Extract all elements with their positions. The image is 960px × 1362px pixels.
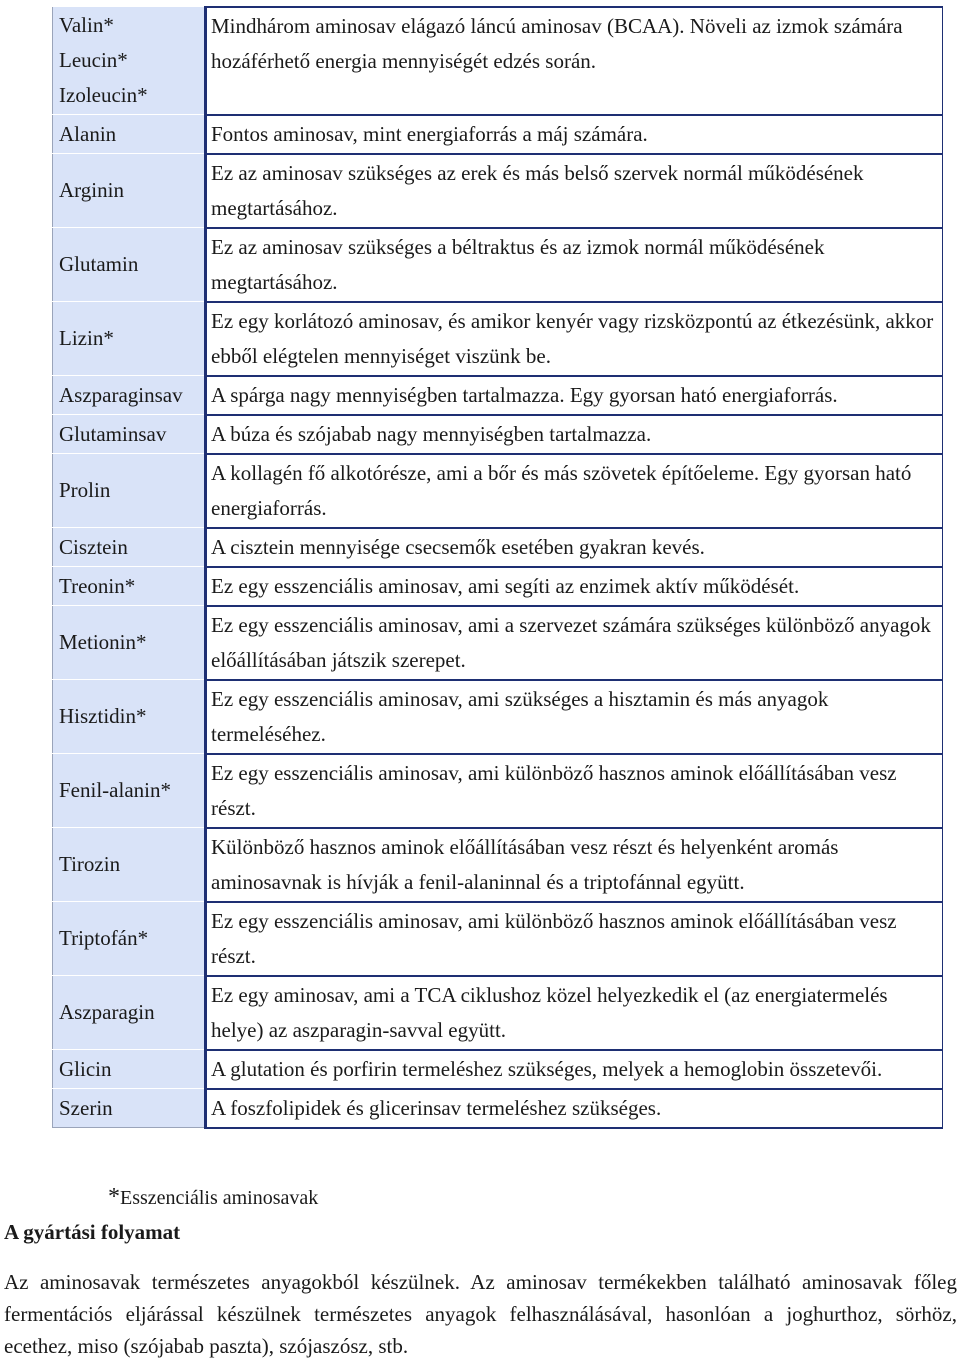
amino-acid-name: Lizin* bbox=[53, 302, 206, 376]
table-row bbox=[53, 680, 943, 754]
amino-acid-description: Különböző hasznos aminok előállításában vesz részt és helyenként aromás aminosavnak is hívják a fenil-alaninnal és a triptofánnal együtt. bbox=[206, 828, 943, 902]
table-row bbox=[53, 415, 943, 454]
table-row bbox=[53, 828, 943, 902]
amino-acid-description: Ez egy korlátozó aminosav, és amikor kenyér vagy rizsközpontú az étkezésünk, akkor ebből elégtelen mennyiséget viszünk be. bbox=[206, 302, 943, 376]
table-row bbox=[53, 115, 943, 154]
table-row bbox=[53, 606, 943, 680]
table-row bbox=[53, 376, 943, 415]
table-row bbox=[53, 1089, 943, 1128]
amino-acid-name: Glicin bbox=[53, 1050, 206, 1089]
table-row bbox=[53, 1050, 943, 1089]
amino-acid-description: A búza és szójabab nagy mennyiségben tartalmazza. bbox=[206, 415, 943, 454]
amino-acid-name: Szerin bbox=[53, 1089, 206, 1128]
table-row bbox=[53, 154, 943, 228]
amino-acid-description: A spárga nagy mennyiségben tartalmazza. Egy gyorsan ható energiaforrás. bbox=[206, 376, 943, 415]
amino-acid-name: Hisztidin* bbox=[53, 680, 206, 754]
amino-acid-description: Ez egy esszenciális aminosav, ami szükséges a hisztamin és más anyagok termeléséhez. bbox=[206, 680, 943, 754]
amino-acid-description: Ez egy esszenciális aminosav, ami segíti az enzimek aktív működését. bbox=[206, 567, 943, 606]
table-row bbox=[53, 302, 943, 376]
section-paragraph: Az aminosavak természetes anyagokból készülnek. Az aminosav termékekben található aminosavak főleg fermentációs eljárással készülnek természetes anyagok felhasználásával, hasonlóan a joghurthoz, sörhöz, ecethez, miso (szójabab paszta), szójaszósz, stb. bbox=[4, 1270, 957, 1358]
amino-acid-table bbox=[52, 6, 943, 1129]
amino-acid-description: Ez az aminosav szükséges az erek és más belső szervek normál működésének megtartásához. bbox=[206, 154, 943, 228]
amino-acid-name: Treonin* bbox=[53, 567, 206, 606]
amino-acid-description: Fontos aminosav, mint energiaforrás a máj számára. bbox=[206, 115, 943, 154]
table-row bbox=[53, 754, 943, 828]
section-heading: A gyártási folyamat bbox=[4, 1220, 181, 1244]
amino-acid-name: Glutamin bbox=[53, 228, 206, 302]
footnote-text: Esszenciális aminosavak bbox=[120, 1187, 319, 1209]
amino-acid-name: Cisztein bbox=[53, 528, 206, 567]
amino-acid-description: Ez egy esszenciális aminosav, ami a szervezet számára szükséges különböző anyagok előállításában játszik szerepet. bbox=[206, 606, 943, 680]
table-row bbox=[53, 7, 943, 115]
amino-acid-description: A glutation és porfirin termeléshez szükséges, melyek a hemoglobin összetevői. bbox=[206, 1050, 943, 1089]
amino-acid-name: Metionin* bbox=[53, 606, 206, 680]
amino-acid-name: Aszparagin bbox=[53, 976, 206, 1050]
amino-acid-description: Ez egy esszenciális aminosav, ami különböző hasznos aminok előállításában vesz részt. bbox=[206, 754, 943, 828]
amino-acid-description: Ez egy esszenciális aminosav, ami különböző hasznos aminok előállításában vesz részt. bbox=[206, 902, 943, 976]
amino-acid-name: Prolin bbox=[53, 454, 206, 528]
amino-acid-name: Tirozin bbox=[53, 828, 206, 902]
amino-acid-name: Fenil-alanin* bbox=[53, 754, 206, 828]
amino-acid-name: Aszparaginsav bbox=[53, 376, 206, 415]
amino-acid-description: A kollagén fő alkotórésze, ami a bőr és más szövetek építőeleme. Egy gyorsan ható energiaforrás. bbox=[206, 454, 943, 528]
table-row bbox=[53, 567, 943, 606]
amino-acid-description: A foszfolipidek és glicerinsav termeléshez szükséges. bbox=[206, 1089, 943, 1128]
amino-acid-name: Glutaminsav bbox=[53, 415, 206, 454]
amino-acid-name: Alanin bbox=[53, 115, 206, 154]
table-row bbox=[53, 528, 943, 567]
table-row bbox=[53, 902, 943, 976]
amino-acid-description: A cisztein mennyisége csecsemők esetében gyakran kevés. bbox=[206, 528, 943, 567]
amino-acid-name: Valin* Leucin* Izoleucin* bbox=[53, 7, 206, 115]
amino-acid-description: Ez az aminosav szükséges a béltraktus és az izmok normál működésének megtartásához. bbox=[206, 228, 943, 302]
table-row bbox=[53, 976, 943, 1050]
essential-footnote bbox=[108, 1182, 318, 1213]
amino-acid-description: Mindhárom aminosav elágazó láncú aminosav (BCAA). Növeli az izmok számára hozáférhető energia mennyiségét edzés során. bbox=[206, 7, 943, 115]
amino-acid-name: Arginin bbox=[53, 154, 206, 228]
footnote-marker: * bbox=[108, 1184, 120, 1210]
table-row bbox=[53, 228, 943, 302]
amino-acid-description: Ez egy aminosav, ami a TCA ciklushoz közel helyezkedik el (az energiatermelés helye) az aszparagin-savval együtt. bbox=[206, 976, 943, 1050]
table-row bbox=[53, 454, 943, 528]
amino-acid-name: Triptofán* bbox=[53, 902, 206, 976]
